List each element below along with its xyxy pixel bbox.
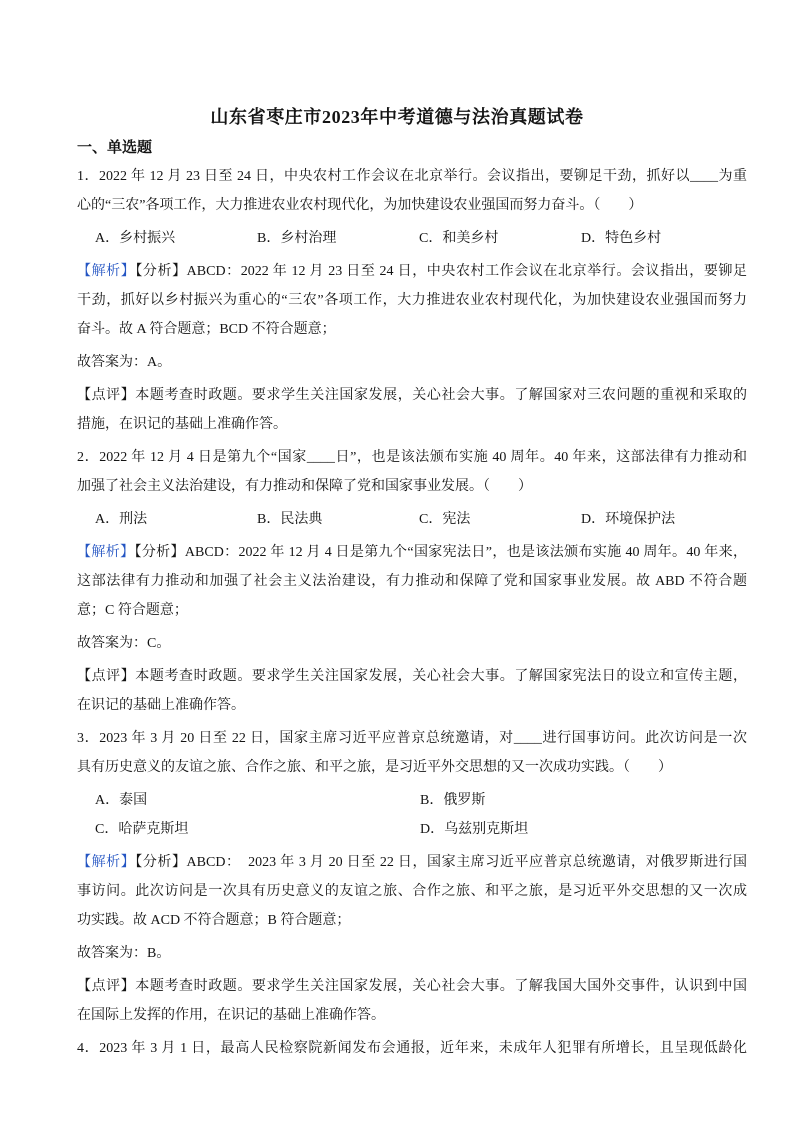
question-3-answer xyxy=(77,939,747,968)
question-3-analysis-line-2: 事访问。此次访问是一次具有历史意义的友谊之旅、合作之旅、和平之旅，是习近平外交思想的又一次成 xyxy=(77,883,747,899)
question-2-analysis xyxy=(77,538,747,625)
analysis-text: 【分析】ABCD：2022 年 12 月 23 日至 24 日，中央农村工作会议在北京举行。会议指出，要铆足 xyxy=(135,263,747,279)
question-1-option-a: A．乡村振兴 xyxy=(95,230,176,246)
question-1-analysis-line-3: 奋斗。故 A 符合题意；BCD 不符合题意； xyxy=(77,321,336,337)
exam-title: 山东省枣庄市2023年中考道德与法治真题试卷 xyxy=(210,107,584,127)
question-1-option-b: B．乡村治理 xyxy=(257,230,337,246)
analysis-text: 【分析】ABCD： 2023 年 3 月 20 日至 22 日，国家主席习近平应普京总统邀请，对俄罗斯进行国 xyxy=(135,854,747,870)
question-1-stem xyxy=(77,162,747,220)
question-3-analysis xyxy=(77,848,747,935)
question-2-analysis-line-2: 这部法律有力推动和加强了社会主义法治建设，有力推动和保障了党和国家事业发展。故 ABD 不符合题 xyxy=(77,573,747,589)
question-4-stem xyxy=(77,1034,747,1063)
question-3-stem-line-1: 3．2023 年 3 月 20 日至 22 日，国家主席习近平应普京总统邀请，对____进行国事访问。此次访问是一次 xyxy=(77,730,747,746)
analysis-text: 【分析】ABCD：2022 年 12 月 4 日是第九个“国家宪法日”，也是该法颁布实施 40 周年。40 年来， xyxy=(134,544,747,560)
question-3-analysis-line-1 xyxy=(77,848,747,877)
question-2-analysis-line-1 xyxy=(77,538,747,567)
question-2-stem-line-1: 2．2022 年 12 月 4 日是第九个“国家____日”，也是该法颁布实施 40 周年。40 年来，这部法律有力推动和 xyxy=(77,449,747,465)
section-heading: 一、单选题 xyxy=(77,140,153,156)
question-1-option-d: D．特色乡村 xyxy=(581,230,662,246)
question-3-stem-line-2: 具有历史意义的友谊之旅、合作之旅、和平之旅，是习近平外交思想的又一次成功实践。（ ） xyxy=(77,759,672,775)
question-1-stem-line-1: 1．2022 年 12 月 23 日至 24 日，中央农村工作会议在北京举行。会议指出，要铆足干劲，抓好以____为重 xyxy=(77,168,747,184)
question-2-option-d: D．环境保护法 xyxy=(581,511,676,527)
question-1-analysis-line-1 xyxy=(77,257,747,286)
question-3-option-d: D．乌兹别克斯坦 xyxy=(420,821,529,837)
analysis-tag: 【解析】 xyxy=(77,544,135,560)
analysis-tag: 【解析】 xyxy=(77,263,136,279)
question-2-stem-line-2: 加强了社会主义法治建设，有力推动和保障了党和国家事业发展。（ ） xyxy=(77,478,532,494)
question-1-comment xyxy=(77,381,747,439)
question-3-options xyxy=(77,786,747,844)
question-3-comment-line-1: 【点评】本题考查时政题。要求学生关注国家发展，关心社会大事。了解我国大国外交事件，认识到中国 xyxy=(77,978,747,994)
question-3-option-a: A．泰国 xyxy=(95,792,148,808)
question-2-option-a: A．刑法 xyxy=(95,511,148,527)
question-2-stem xyxy=(77,443,747,501)
question-1-answer-line: 故答案为：A。 xyxy=(77,354,172,370)
question-1-comment-line-2: 措施，在识记的基础上准确作答。 xyxy=(77,416,287,432)
question-1-stem-line-2: 心的“三农”各项工作，大力推进农业农村现代化，为加快建设农业强国而努力奋斗。（ ） xyxy=(77,197,643,213)
question-2-comment-line-2: 在识记的基础上准确作答。 xyxy=(77,697,245,713)
question-2-analysis-line-3: 意；C 符合题意； xyxy=(77,602,188,618)
question-2-answer xyxy=(77,629,747,658)
question-3-answer-line: 故答案为：B。 xyxy=(77,945,171,961)
question-3-options-row-2 xyxy=(95,815,747,844)
question-2-option-b: B．民法典 xyxy=(257,511,323,527)
question-3-option-c: C．哈萨克斯坦 xyxy=(95,821,189,837)
question-3-stem xyxy=(77,724,747,782)
question-4-stem-line-1: 4．2023 年 3 月 1 日，最高人民检察院新闻发布会通报，近年来，未成年人犯罪有所增长，且呈现低龄化 xyxy=(77,1040,747,1056)
question-1-analysis-line-2: 干劲，抓好以乡村振兴为重心的“三农”各项工作，大力推进农业农村现代化，为加快建设农业强国而努力 xyxy=(77,292,747,308)
question-2-comment-line-1: 【点评】本题考查时政题。要求学生关注国家发展，关心社会大事。了解国家宪法日的设立和宣传主题， xyxy=(77,668,747,684)
question-1-options xyxy=(77,224,747,253)
question-1-option-c: C．和美乡村 xyxy=(419,230,499,246)
question-2-option-c: C．宪法 xyxy=(419,511,471,527)
question-3-options-row-1 xyxy=(95,786,747,815)
question-list xyxy=(77,162,747,1063)
question-2-answer-line: 故答案为：C。 xyxy=(77,635,171,651)
question-3-option-b: B．俄罗斯 xyxy=(420,792,486,808)
question-1-answer xyxy=(77,348,747,377)
question-2-options xyxy=(77,505,747,534)
question-3-analysis-line-3: 功实践。故 ACD 不符合题意；B 符合题意； xyxy=(77,912,351,928)
analysis-tag: 【解析】 xyxy=(77,854,136,870)
question-1-comment-line-1: 【点评】本题考查时政题。要求学生关注国家发展，关心社会大事。了解国家对三农问题的重视和采取的 xyxy=(77,387,747,403)
question-3-comment-line-2: 在国际上发挥的作用，在识记的基础上准确作答。 xyxy=(77,1007,385,1023)
question-3-comment xyxy=(77,972,747,1030)
question-2-comment xyxy=(77,662,747,720)
question-1-analysis xyxy=(77,257,747,344)
